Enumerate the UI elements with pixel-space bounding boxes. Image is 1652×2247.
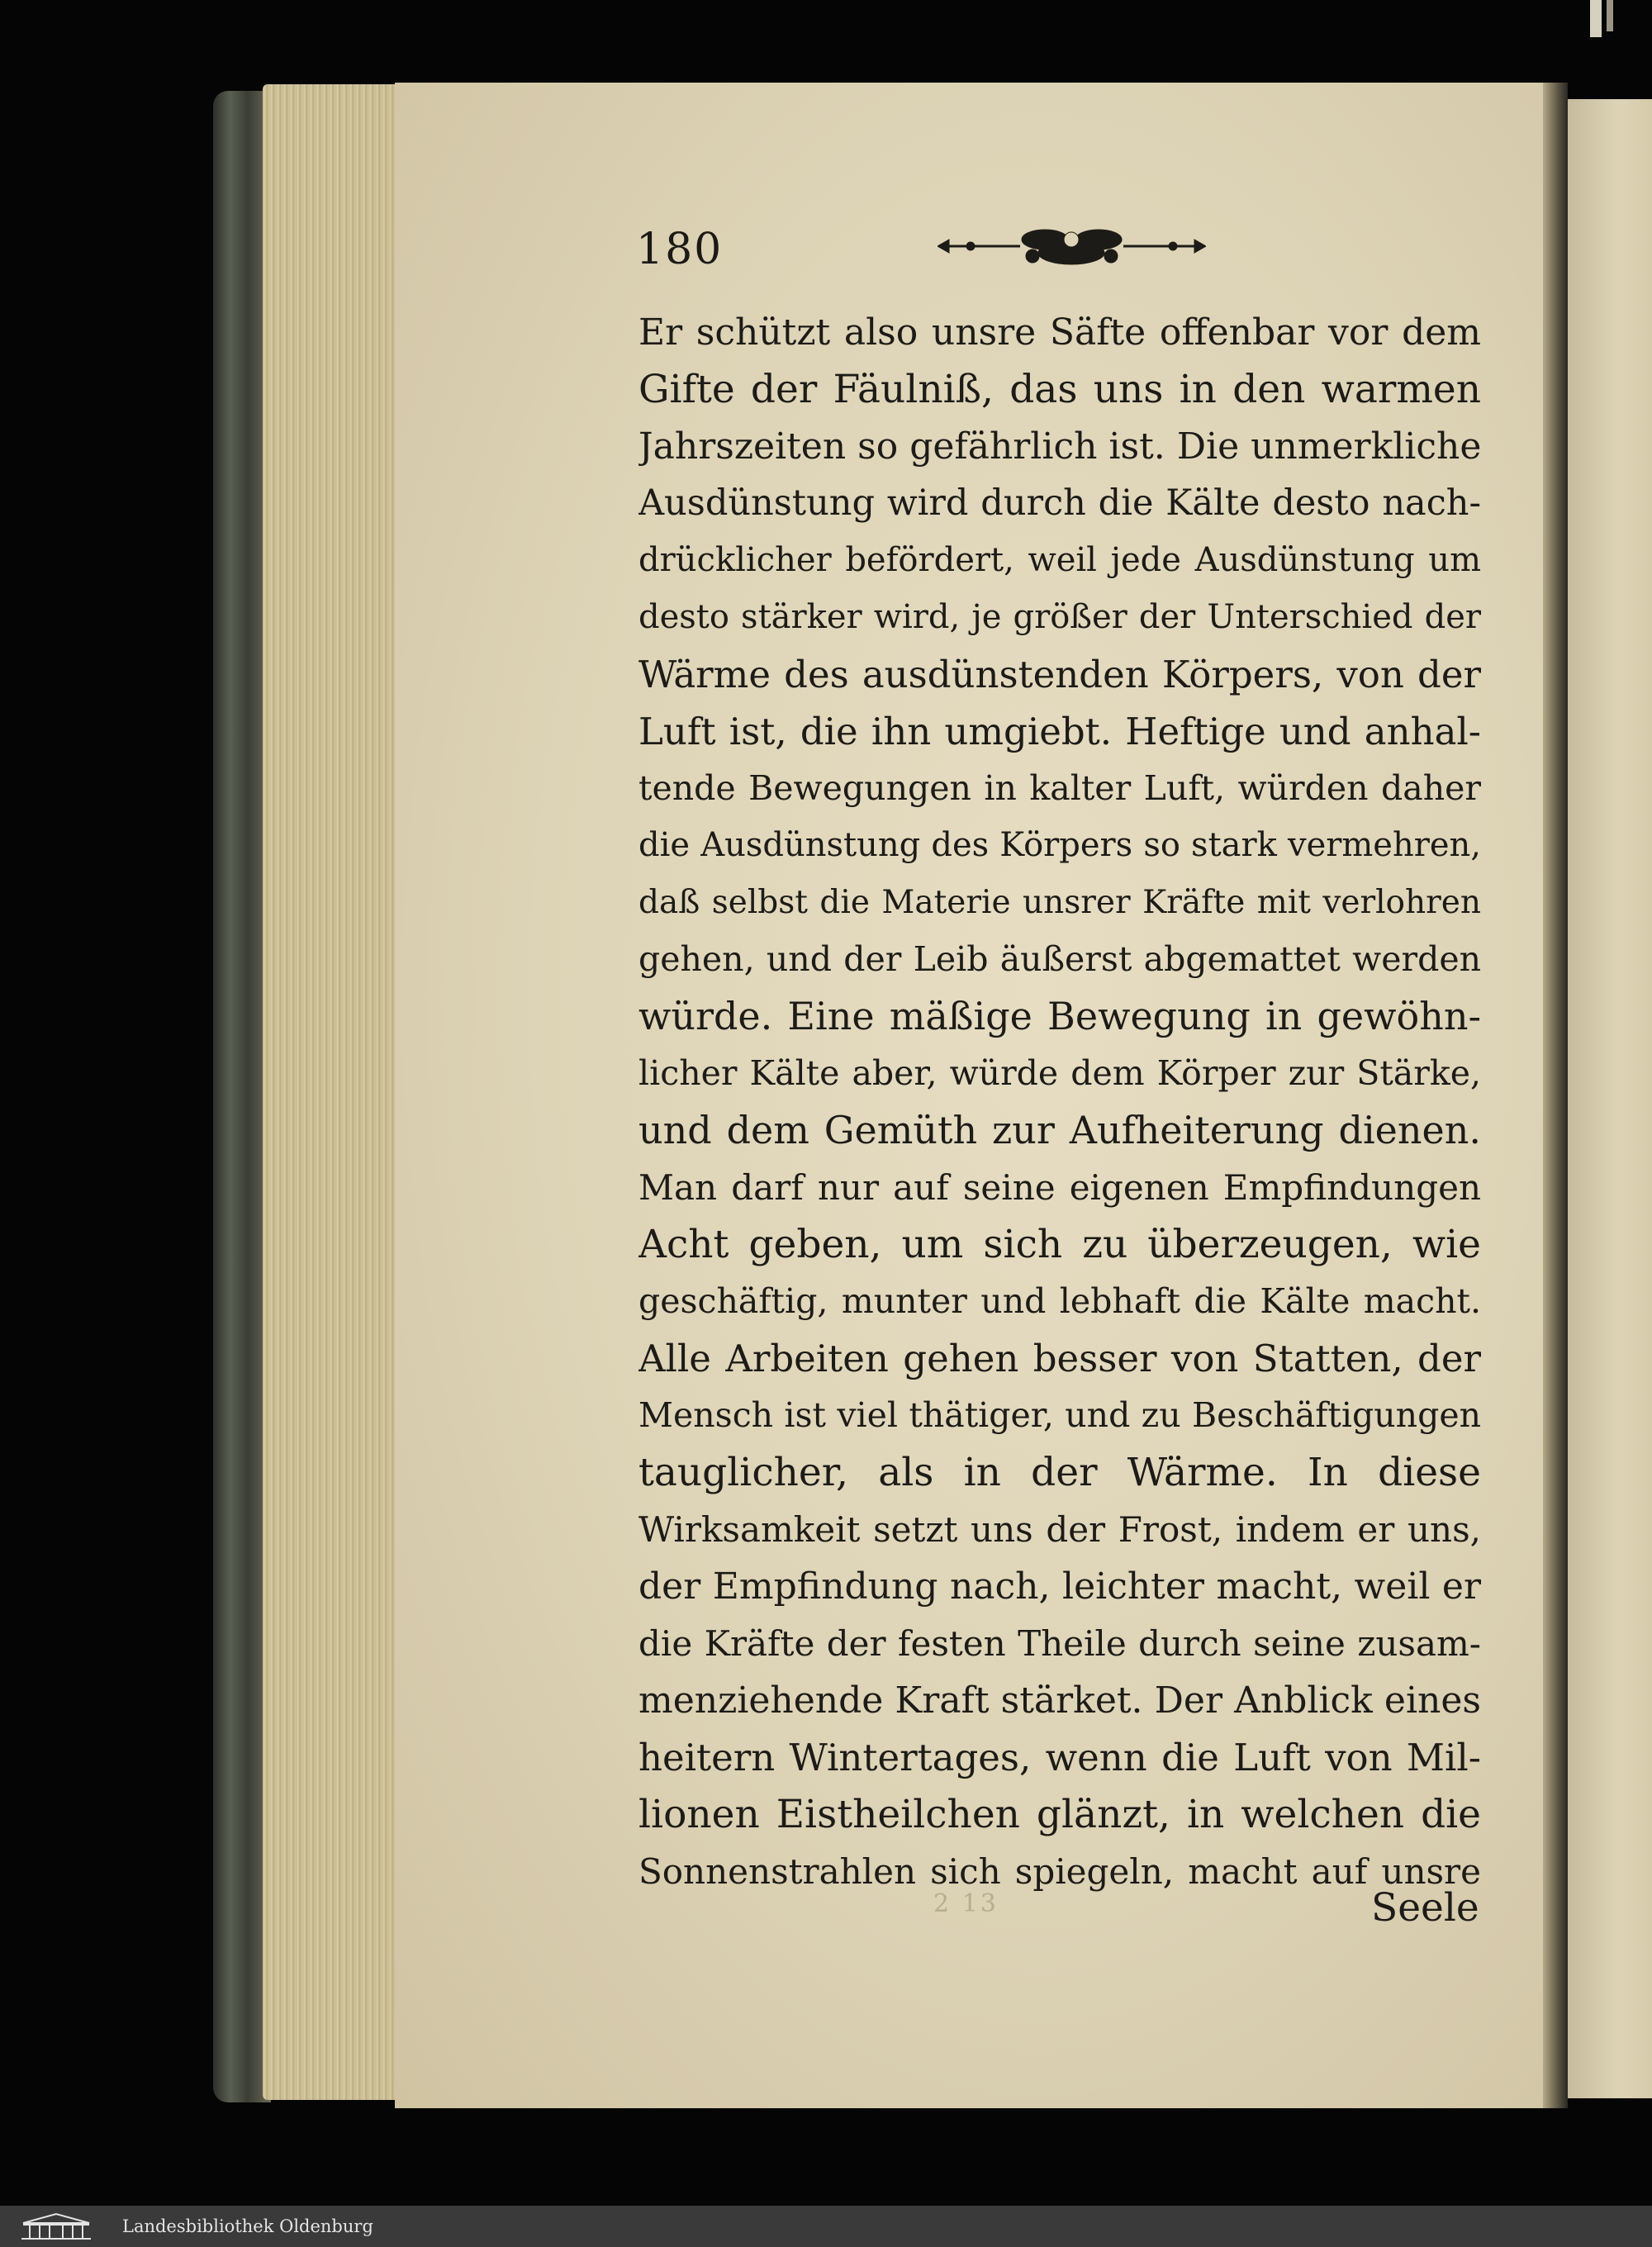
text-line: daß selbst die Materie unsrer Kräfte mit verlohren [638,884,1481,921]
catchword: Seele [1371,1885,1479,1931]
text-line: Luft ist, die ihn umgiebt. Heftige und anhal- [638,710,1481,753]
footer-bar [0,2206,1652,2247]
text-line: tauglicher, als in der Wärme. In diese [638,1450,1481,1495]
right-page-edge [1568,99,1652,2098]
text-line: Sonnenstrahlen sich spiegeln, macht auf unsre [638,1851,1481,1892]
text-line: der Empfindung nach, leichter macht, weil er [638,1565,1481,1608]
text-line: desto stärker wird, je größer der Unterschied der [638,598,1481,636]
page-gutter [1543,83,1568,2108]
page-text-block [638,304,1481,1900]
footer-label: Landesbibliothek Oldenburg [122,2216,373,2236]
text-line: tende Bewegungen in kalter Luft, würden daher [638,768,1481,808]
text-line: Er schützt also unsre Säfte offenbar vor dem [638,311,1481,354]
text-line: drücklicher befördert, weil jede Ausdünstung um [638,541,1481,579]
text-line: Wärme des ausdünstenden Körpers, von der [638,653,1481,696]
text-line: Ausdünstung wird durch die Kälte desto nach- [638,482,1481,524]
scan-marker [1607,0,1613,31]
text-line: geschäftig, munter und lebhaft die Kälte macht. [638,1281,1481,1321]
text-line: Wirksamkeit setzt uns der Frost, indem er uns, [638,1509,1481,1550]
text-line: Jahrszeiten so gefährlich ist. Die unmerkliche [638,425,1481,468]
page-number: 180 [636,225,724,274]
text-line: lionen Eistheilchen glänzt, in welchen die [638,1792,1481,1837]
text-line: würde. Eine mäßige Bewegung in gewöhn- [638,994,1481,1038]
text-line: licher Kälte aber, würde dem Körper zur Stärke, [638,1053,1481,1093]
text-line: Mensch ist viel thätiger, und zu Beschäftigungen [638,1395,1481,1435]
text-line: gehen, und der Leib äußerst abgemattet werden [638,939,1481,979]
text-line: die Ausdünstung des Körpers so stark vermehren, [638,826,1481,864]
library-building-icon [15,2211,97,2241]
text-line: Alle Arbeiten gehen besser von Statten, der [638,1337,1481,1380]
text-line: die Kräfte der festen Theile durch seine zusam- [638,1623,1481,1664]
text-line: menziehende Kraft stärket. Der Anblick eines [638,1679,1481,1722]
faint-stamp: 2 13 [933,1889,999,1918]
text-line: Acht geben, um sich zu überzeugen, wie [638,1222,1481,1267]
text-line: Man darf nur auf seine eigenen Empfindungen [638,1167,1481,1208]
text-line: und dem Gemüth zur Aufheiterung dienen. [638,1108,1481,1152]
text-line: Gifte der Fäulniß, das uns in den warmen [638,367,1481,412]
page-stack [263,84,403,2100]
scan-marker [1590,0,1602,37]
header-ornament-icon [938,221,1206,271]
text-line: heitern Wintertages, wenn die Luft von Mil- [638,1736,1481,1779]
